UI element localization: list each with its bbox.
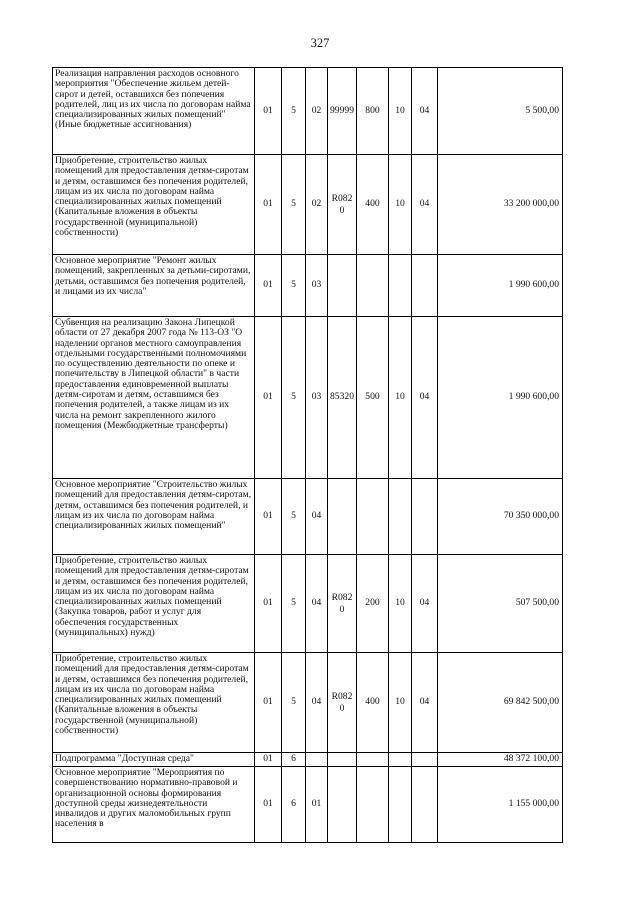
expense-type-code: 400 bbox=[357, 653, 389, 753]
amount-value: 69 842 500,00 bbox=[438, 653, 563, 753]
subprogram-code: 5 bbox=[282, 555, 306, 653]
subprogram-code: 5 bbox=[282, 255, 306, 317]
section-code bbox=[389, 479, 412, 555]
section-code bbox=[389, 753, 412, 767]
amount-value: 1 990 600,00 bbox=[438, 317, 563, 479]
subsection-code bbox=[412, 753, 438, 767]
expense-type-code: 400 bbox=[357, 155, 389, 255]
expense-type-code bbox=[357, 767, 389, 843]
table-row bbox=[53, 68, 563, 155]
direction-code: R082 0 bbox=[328, 155, 357, 255]
event-code: 01 bbox=[306, 767, 328, 843]
subprogram-code: 6 bbox=[282, 753, 306, 767]
program-code: 01 bbox=[255, 155, 282, 255]
expense-type-code: 500 bbox=[357, 317, 389, 479]
table-row bbox=[53, 555, 563, 653]
section-code: 10 bbox=[389, 653, 412, 753]
row-description: Основное мероприятие "Ремонт жилых помещений, закрепленных за детьми-сиротами, детьми, оставшимся без попечения родителей, и лицами из их числа" bbox=[53, 255, 255, 317]
subprogram-code: 6 bbox=[282, 767, 306, 843]
section-code: 10 bbox=[389, 68, 412, 155]
amount-value: 1 990 600,00 bbox=[438, 255, 563, 317]
program-code: 01 bbox=[255, 317, 282, 479]
direction-code: R082 0 bbox=[328, 653, 357, 753]
event-code: 02 bbox=[306, 68, 328, 155]
subsection-code bbox=[412, 767, 438, 843]
program-code: 01 bbox=[255, 767, 282, 843]
table-row bbox=[53, 767, 563, 843]
event-code: 04 bbox=[306, 555, 328, 653]
event-code: 03 bbox=[306, 317, 328, 479]
direction-code bbox=[328, 479, 357, 555]
expense-type-code bbox=[357, 753, 389, 767]
amount-value: 1 155 000,00 bbox=[438, 767, 563, 843]
subprogram-code: 5 bbox=[282, 317, 306, 479]
row-description: Приобретение, строительство жилых помещений для предоставления детям-сиротам и детям, оставшимся без попечения родителей, лицам из их числа по договорам найма специализированных жилых помещений (Капитальные вложения в объекты государственной (муниципальной) собственности) bbox=[53, 155, 255, 255]
row-description: Основное мероприятие "Мероприятия по совершенствованию нормативно-правовой и организационной основы формирования доступной среды жизнедеятельности инвалидов и других маломобильных групп населения в bbox=[53, 767, 255, 843]
program-code: 01 bbox=[255, 753, 282, 767]
subprogram-code: 5 bbox=[282, 68, 306, 155]
expense-type-code: 200 bbox=[357, 555, 389, 653]
subprogram-code: 5 bbox=[282, 155, 306, 255]
amount-value: 70 350 000,00 bbox=[438, 479, 563, 555]
direction-code: 99999 bbox=[328, 68, 357, 155]
amount-value: 507 500,00 bbox=[438, 555, 563, 653]
page-number: 327 bbox=[310, 36, 330, 50]
event-code: 03 bbox=[306, 255, 328, 317]
subsection-code: 04 bbox=[412, 155, 438, 255]
direction-code: R082 0 bbox=[328, 555, 357, 653]
table-row bbox=[53, 155, 563, 255]
expense-type-code bbox=[357, 479, 389, 555]
row-description: Основное мероприятие "Строительство жилых помещений для предоставления детям-сиротам, детям, оставшимся без попечения родителей, и лицам из их числа по договорам найма специализированных жилых помещений" bbox=[53, 479, 255, 555]
subprogram-code: 5 bbox=[282, 653, 306, 753]
direction-code bbox=[328, 767, 357, 843]
section-code: 10 bbox=[389, 555, 412, 653]
direction-code: 85320 bbox=[328, 317, 357, 479]
subsection-code bbox=[412, 255, 438, 317]
subsection-code: 04 bbox=[412, 555, 438, 653]
subsection-code bbox=[412, 479, 438, 555]
table-row bbox=[53, 479, 563, 555]
program-code: 01 bbox=[255, 255, 282, 317]
table-row bbox=[53, 753, 563, 767]
program-code: 01 bbox=[255, 653, 282, 753]
section-code: 10 bbox=[389, 317, 412, 479]
direction-code bbox=[328, 753, 357, 767]
budget-table bbox=[52, 67, 563, 843]
section-code bbox=[389, 767, 412, 843]
amount-value: 5 500,00 bbox=[438, 68, 563, 155]
subprogram-code: 5 bbox=[282, 479, 306, 555]
subsection-code: 04 bbox=[412, 653, 438, 753]
event-code: 04 bbox=[306, 653, 328, 753]
amount-value: 33 200 000,00 bbox=[438, 155, 563, 255]
expense-type-code bbox=[357, 255, 389, 317]
table-row bbox=[53, 255, 563, 317]
event-code bbox=[306, 753, 328, 767]
expense-type-code: 800 bbox=[357, 68, 389, 155]
event-code: 04 bbox=[306, 479, 328, 555]
row-description: Субвенция на реализацию Закона Липецкой области от 27 декабря 2007 года № 113-ОЗ "О наделении органов местного самоуправления отдельными государственными полномочиями по осуществлению деятельности по опеке и попечительству в Липецкой области" в части предоставления единовременной выплаты детям-сиротам и детям, оставшимся без попечения родителей, а также лицам из их числа на ремонт закрепленного жилого помещения (Межбюджетные трансферты) bbox=[53, 317, 255, 479]
event-code: 02 bbox=[306, 155, 328, 255]
row-description: Подпрограмма "Доступная среда" bbox=[53, 753, 255, 767]
program-code: 01 bbox=[255, 68, 282, 155]
table-row bbox=[53, 317, 563, 479]
section-code bbox=[389, 255, 412, 317]
direction-code bbox=[328, 255, 357, 317]
row-description: Реализация направления расходов основного мероприятия "Обеспечение жильем детей-сирот и детей, оставшихся без попечения родителей, лиц из их числа по договорам найма специализированных жилых помещений" (Иные бюджетные ассигнования) bbox=[53, 68, 255, 155]
amount-value: 48 372 100,00 bbox=[438, 753, 563, 767]
row-description: Приобретение, строительство жилых помещений для предоставления детям-сиротам и детям, оставшимся без попечения родителей, лицам из их числа по договорам найма специализированных жилых помещений (Закупка товаров, работ и услуг для обеспечения государственных (муниципальных) нужд) bbox=[53, 555, 255, 653]
row-description: Приобретение, строительство жилых помещений для предоставления детям-сиротам и детям, оставшимся без попечения родителей, лицам из их числа по договорам найма специализированных жилых помещений (Капитальные вложения в объекты государственной (муниципальной) собственности) bbox=[53, 653, 255, 753]
program-code: 01 bbox=[255, 555, 282, 653]
table-row bbox=[53, 653, 563, 753]
subsection-code: 04 bbox=[412, 68, 438, 155]
subsection-code: 04 bbox=[412, 317, 438, 479]
section-code: 10 bbox=[389, 155, 412, 255]
program-code: 01 bbox=[255, 479, 282, 555]
